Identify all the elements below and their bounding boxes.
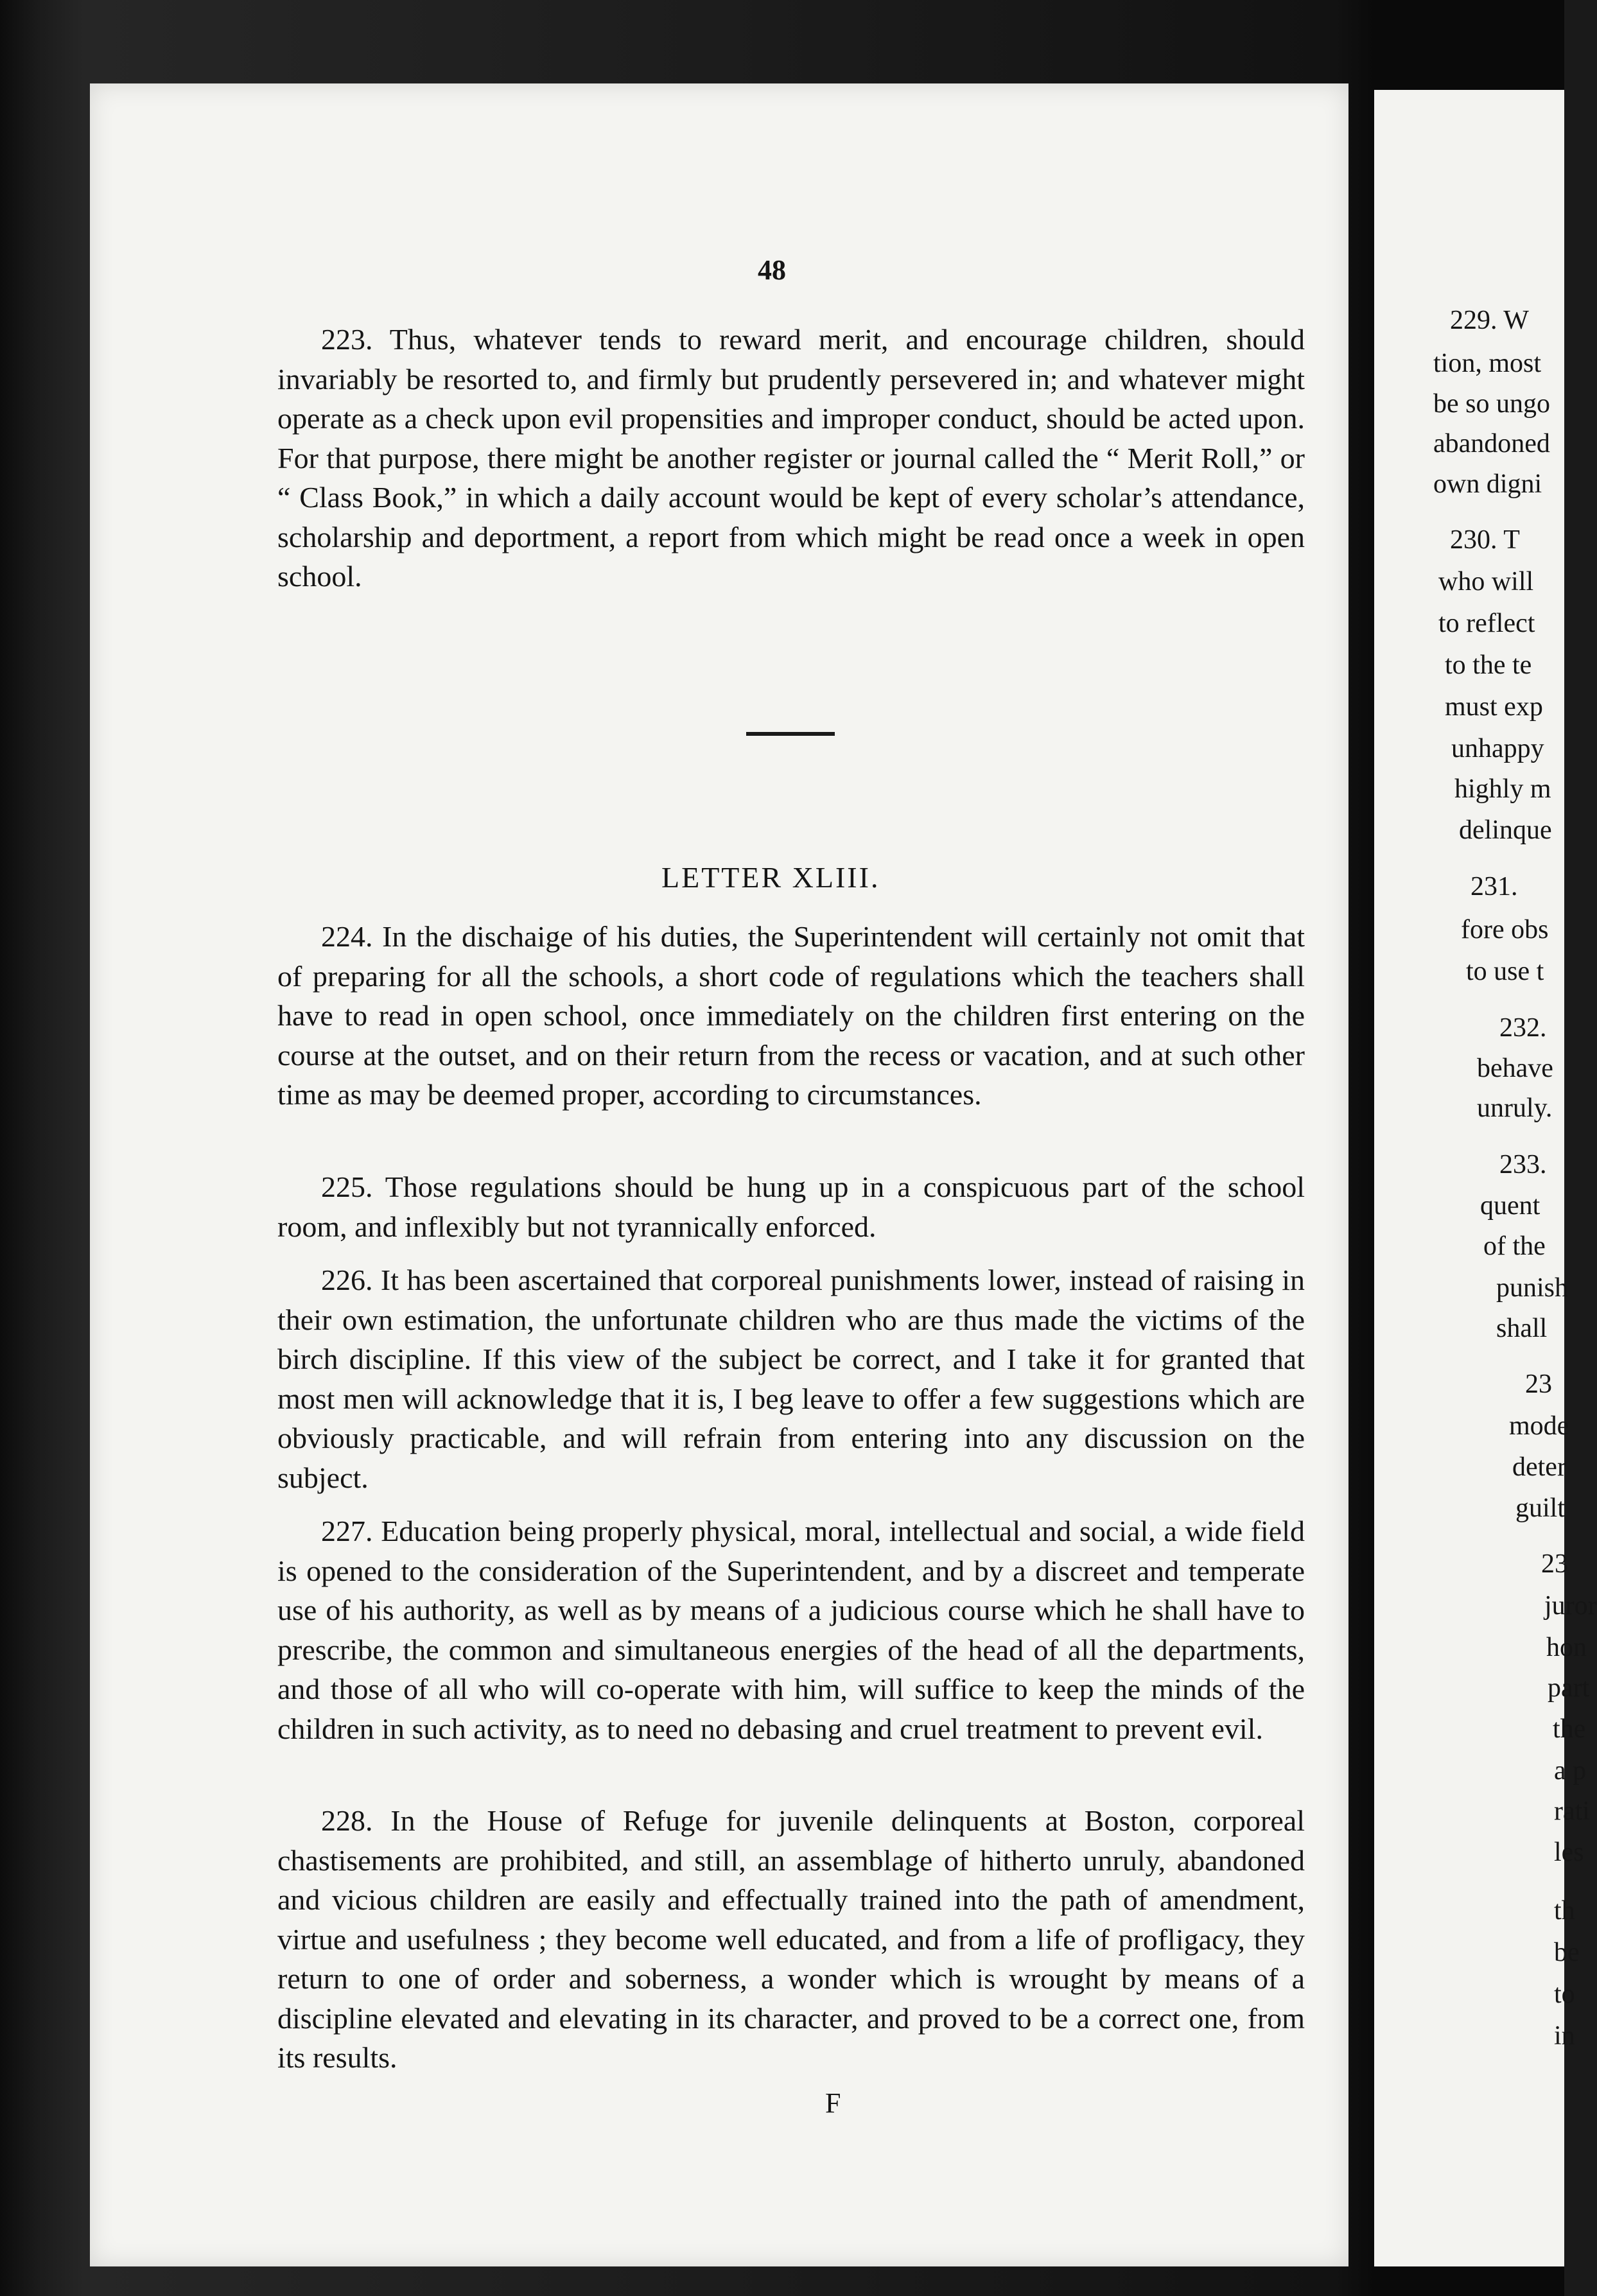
- facing-page-line: quent: [1480, 1191, 1540, 1221]
- facing-page-line: part: [1548, 1673, 1590, 1703]
- signature-mark: F: [825, 2087, 841, 2119]
- paragraph-226: 226. It has been ascertained that corporeal punishments lower, instead of raising in their own estimation, the unfortunate children who are thus made the victims of the birch discipline. If this view of the subject be correct, and I take it for granted that most men will acknowledge that it is, I beg leave to offer a few suggestions which are obviously practicable, and will refrain from entering into any discussion on the subject.: [277, 1264, 1305, 1494]
- facing-page-line: the: [1553, 1714, 1586, 1744]
- facing-page-line: 229. W: [1450, 306, 1529, 335]
- facing-page-line: rati: [1554, 1796, 1590, 1826]
- facing-page-line: of the: [1483, 1231, 1546, 1261]
- facing-page-line: own digni: [1433, 469, 1542, 499]
- paragraph-227: 227. Education being properly physical, moral, intellectual and social, a wide field is opened to the consideration of the Superintendent, and by a discreet and temperate use of his authority, as well as by means of a judicious course which he shall have to prescribe, the common and simultaneous energies of the head of all the departments, and those of all who will co-operate with him, will suffice to keep the minds of the children in such activity, as to need no debasing and cruel treatment to prevent evil.: [277, 1515, 1305, 1745]
- facing-page-line: 230. T: [1450, 525, 1520, 555]
- facing-page-line: to use t: [1466, 957, 1544, 986]
- facing-page-line: 23: [1541, 1549, 1568, 1579]
- facing-page-line: 232.: [1499, 1013, 1547, 1043]
- paragraph-224: 224. In the dischaige of his duties, the Superintendent will certainly not omit that of preparing for all the schools, a short code of regulations which the teachers shall have to read in open school, once immediately on the children first entering on the course at the outset, and on their return from the recess or vacation, and at such other time as may be deemed proper, according to circumstances.: [277, 920, 1305, 1111]
- facing-page-line: abandoned: [1433, 429, 1550, 458]
- paragraph-228: 228. In the House of Refuge for juvenile delinquents at Boston, corporeal chastisements are prohibited, and still, an assemblage of hitherto unruly, abandoned and vicious children are easily and effectually trained into the path of amendment, virtue and usefulness ; they become well educated, and from a life of profligacy, they return to one of order and soberness, a wonder which is wrought by means of a discipline elevated and elevating in its character, and proved to be a correct one, from its results.: [277, 1804, 1305, 2074]
- section-divider: [746, 732, 835, 736]
- facing-page-line: in: [1554, 2021, 1575, 2051]
- facing-page-line: punish: [1496, 1273, 1569, 1303]
- facing-page-line: unruly.: [1477, 1093, 1553, 1123]
- facing-page-line: 231.: [1470, 872, 1518, 901]
- facing-page-line: delinque: [1459, 815, 1552, 845]
- facing-page-line: to reflect: [1438, 609, 1535, 638]
- facing-page-line: behave: [1477, 1054, 1553, 1083]
- facing-page-line: highly m: [1454, 774, 1551, 804]
- facing-page-line: guilt: [1515, 1493, 1566, 1523]
- facing-page-line: be: [1554, 1938, 1580, 1967]
- facing-page-line: juror: [1544, 1591, 1597, 1621]
- facing-page-line: shall: [1496, 1314, 1548, 1343]
- facing-page-line: mode: [1509, 1411, 1569, 1441]
- paragraph-223: 223. Thus, whatever tends to reward merit, and encourage children, should invariably be resorted to, and firmly but prudently persevered in; and whatever might operate as a check upon evil propensities and improper conduct, should be acted upon. For that purpose, there might be another register or journal called the “ Merit Roll,” or “ Class Book,” in which a daily account would be kept of every scholar’s attendance, scholarship and deportment, a report from which might be read once a week in open school.: [277, 323, 1305, 593]
- paragraph-225: 225. Those regulations should be hung up in a conspicuous part of the school room, and inflexibly but not tyrannically enforced.: [277, 1170, 1305, 1243]
- facing-page-line: unhappy: [1451, 734, 1544, 763]
- facing-page-line: who will: [1438, 567, 1534, 596]
- facing-page-line: th: [1554, 1896, 1575, 1926]
- facing-page-line: a p: [1554, 1756, 1587, 1786]
- facing-page-line: 233.: [1499, 1150, 1547, 1179]
- facing-page-line: must exp: [1445, 692, 1543, 722]
- facing-page-line: hon: [1546, 1633, 1587, 1662]
- letter-heading: LETTER XLIII.: [661, 861, 880, 894]
- facing-page-line: 23: [1525, 1370, 1552, 1399]
- facing-page-line: to: [1554, 1979, 1575, 2009]
- facing-page-line: to the te: [1445, 650, 1532, 680]
- facing-page-line: tion, most: [1433, 349, 1542, 378]
- facing-page-line: be so ungo: [1433, 389, 1550, 419]
- facing-page-line: fore obs: [1461, 915, 1549, 944]
- facing-page-line: deter: [1512, 1452, 1566, 1482]
- facing-page-line: les: [1554, 1838, 1584, 1867]
- page-number: 48: [758, 254, 786, 286]
